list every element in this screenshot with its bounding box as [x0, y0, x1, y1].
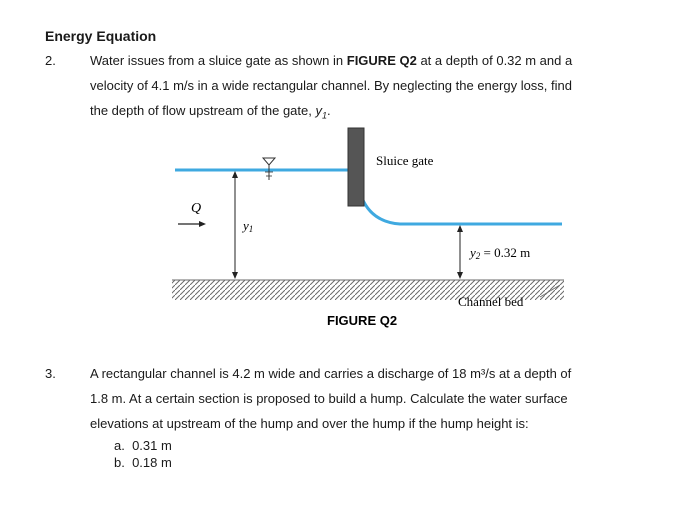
figure-caption: FIGURE Q2 — [327, 313, 398, 328]
question-2-number: 2. — [45, 53, 56, 68]
y1-arrow-down-icon — [232, 272, 238, 279]
y1-arrow-up-icon — [232, 171, 238, 178]
question-2-line-3: the depth of flow upstream of the gate, $y_1$. — [90, 103, 331, 121]
downstream-water-surface — [362, 198, 562, 224]
question-3-text — [90, 361, 680, 436]
option-a: a. 0.31 m — [114, 438, 172, 453]
y2-arrow-up-icon — [457, 225, 463, 232]
question-3-number: 3. — [45, 366, 56, 381]
question-3-line-1: A rectangular channel is 4.2 m wide and carries a discharge of 18 m³/s at a depth of — [90, 366, 572, 381]
sluice-gate — [348, 128, 364, 206]
water-level-triangle-icon — [263, 158, 275, 165]
question-3-line-3: elevations at upstream of the hump and over the hump if the hump height is: — [90, 416, 529, 431]
y2-arrow-down-icon — [457, 272, 463, 279]
channel-bed-label: Channel bed — [458, 294, 524, 309]
figure-reference: FIGURE Q2 — [346, 53, 417, 68]
y1-label: y1 — [243, 218, 254, 234]
flow-label: Q — [191, 201, 202, 216]
question-3-line-2: 1.8 m. At a certain section is proposed to build a hump. Calculate the water surface — [90, 391, 568, 406]
question-2-line-1: Water issues from a sluice gate as shown in FIGURE Q2 at a depth of 0.32 m and a — [90, 53, 573, 68]
y2-label: y2 = 0.32 m — [470, 245, 531, 261]
option-b: b. 0.18 m — [114, 455, 172, 470]
section-title: Energy Equation — [45, 28, 157, 44]
question-3-options — [114, 437, 172, 471]
sluice-gate-label: Sluice gate — [376, 153, 434, 168]
flow-arrow-icon — [199, 221, 206, 227]
question-2-line-2: velocity of 4.1 m/s in a wide rectangular channel. By neglecting the energy loss, find — [90, 78, 572, 93]
